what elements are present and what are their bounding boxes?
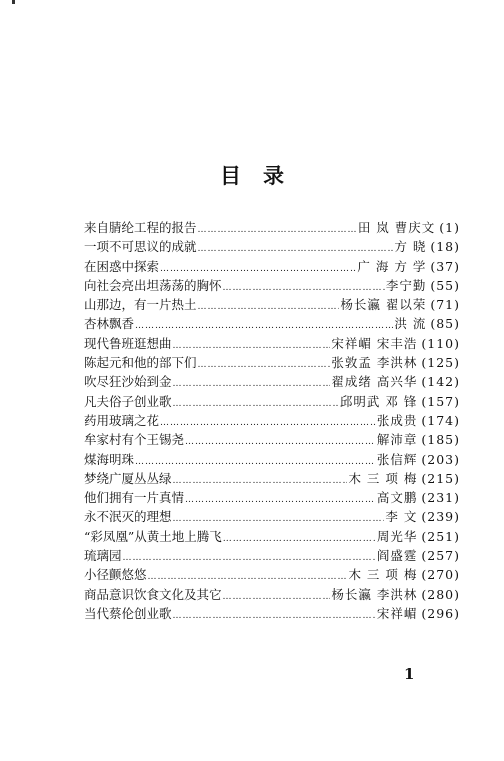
dot-leader: [135, 321, 393, 331]
entry-authors: 解沛章: [376, 432, 418, 448]
entry-page: (296): [421, 605, 460, 621]
toc-entry: [84, 527, 460, 546]
dot-leader: [173, 379, 331, 389]
entry-title: 凡夫俗子创业歌: [84, 393, 172, 409]
entry-title: 梦绕广厦丛丛绿: [84, 470, 172, 486]
entry-authors: 李 文: [385, 509, 418, 525]
entry-title: “彩凤凰”从黄土地上腾飞: [84, 528, 222, 544]
entry-title: 永不泯灭的理想: [84, 509, 172, 525]
entry-authors: 张成贵: [376, 412, 418, 428]
entry-page: (251): [421, 528, 460, 544]
entry-title: 陈起元和他的部下们: [84, 355, 197, 371]
entry-authors: 周光华: [376, 528, 418, 544]
entry-title: 小径颤悠悠: [84, 567, 147, 583]
entry-page: (174): [421, 412, 460, 428]
dot-leader: [223, 283, 385, 293]
dot-leader: [160, 418, 376, 428]
entry-title: 琉璃园: [84, 548, 122, 564]
dot-leader: [148, 572, 348, 582]
entry-title: 一项不可思议的成就: [84, 239, 197, 255]
entry-authors: 邱明武 邓 锋: [339, 393, 418, 409]
toc-entry: [84, 507, 460, 526]
entry-page: (55): [430, 277, 460, 293]
entry-authors: 宋祥嵋: [376, 605, 418, 621]
entry-title: 杏林飘香: [84, 316, 135, 332]
entry-authors: 张信辉: [376, 451, 418, 467]
dot-leader: [198, 360, 331, 370]
entry-authors: 广 海 方 学: [357, 258, 427, 274]
entry-title: 他们拥有一片真情: [84, 490, 185, 506]
entry-page: (1): [439, 220, 460, 235]
entry-title: 来自腈纶工程的报告: [84, 220, 197, 235]
entry-authors: 高文鹏: [376, 490, 418, 506]
entry-authors: 张敦孟 李洪林: [331, 355, 418, 371]
toc-entry: [84, 218, 460, 237]
toc-entry: [84, 276, 460, 295]
entry-title: 牟家村有个王锡尧: [84, 432, 185, 448]
toc-entry: [84, 372, 460, 391]
entry-authors: 方 晓: [394, 239, 427, 255]
toc-entry: [84, 353, 460, 372]
toc-entry: [84, 411, 460, 430]
entry-authors: 木 三 项 梅: [348, 567, 418, 583]
entry-title: 药用玻璃之花: [84, 412, 160, 428]
entry-authors: 杨长瀛 李洪林: [331, 586, 418, 602]
entry-page: (157): [421, 393, 460, 409]
toc-entry: [84, 585, 460, 604]
entry-authors: 翟成绪 高兴华: [331, 374, 418, 390]
entry-title: 商品意识饮食文化及其它: [84, 586, 222, 602]
entry-page: (37): [430, 258, 460, 274]
dot-leader: [123, 553, 376, 563]
toc-entry: [84, 237, 460, 256]
entry-page: (270): [421, 567, 460, 583]
dot-leader: [198, 225, 357, 235]
dot-leader: [198, 302, 340, 312]
entry-page: (110): [421, 335, 460, 351]
entry-authors: 杨长瀛 翟以荣: [340, 297, 427, 313]
entry-title: 向社会亮出坦荡荡的胸怀: [84, 277, 222, 293]
toc-entry: [84, 604, 460, 623]
entry-page: (257): [421, 548, 460, 564]
entry-page: (239): [421, 509, 460, 525]
entry-page: (18): [430, 239, 460, 255]
entry-page: (85): [430, 316, 460, 332]
entry-page: (215): [421, 470, 460, 486]
page-number: 1: [404, 665, 415, 683]
dot-leader: [173, 341, 331, 351]
entry-page: (185): [421, 432, 460, 448]
dot-leader: [223, 534, 376, 544]
dot-leader: [185, 437, 376, 447]
dot-leader: [135, 457, 376, 467]
entry-authors: 木 三 项 梅: [348, 470, 418, 486]
dot-leader: [173, 476, 348, 486]
toc-entry: [84, 450, 460, 469]
toc-entry: [84, 546, 460, 565]
toc-entry: [84, 257, 460, 276]
entry-page: (125): [421, 355, 460, 371]
toc-list: [84, 218, 460, 623]
dot-leader: [173, 399, 339, 409]
entry-page: (71): [430, 297, 460, 313]
toc-entry: [84, 565, 460, 584]
entry-authors: 阎盛霆: [376, 548, 418, 564]
entry-page: (142): [421, 374, 460, 390]
entry-page: (231): [421, 490, 460, 506]
entry-title: 当代蔡伦创业歌: [84, 605, 172, 621]
toc-entry: [84, 314, 460, 333]
toc-entry: [84, 392, 460, 411]
toc-entry: [84, 334, 460, 353]
dot-leader: [173, 611, 376, 621]
entry-page: (280): [421, 586, 460, 602]
entry-title: 煤海明珠: [84, 451, 135, 467]
dot-leader: [173, 514, 385, 524]
toc-entry: [84, 469, 460, 488]
entry-title: 山那边，有一片热土: [84, 297, 197, 313]
entry-title: 在困惑中探索: [84, 258, 160, 274]
dot-leader: [185, 495, 376, 505]
entry-authors: 田 岚 曹庆文: [357, 220, 436, 235]
dot-leader: [198, 244, 394, 254]
entry-authors: 洪 流: [394, 316, 427, 332]
dot-leader: [223, 592, 331, 602]
toc-heading: 目录: [220, 163, 306, 188]
entry-page: (203): [421, 451, 460, 467]
toc-entry: [84, 430, 460, 449]
entry-authors: 李宁勤: [385, 277, 427, 293]
scan-mark: [12, 0, 15, 4]
entry-title: 吹尽狂沙始到金: [84, 374, 172, 390]
toc-entry: [84, 295, 460, 314]
dot-leader: [160, 264, 356, 274]
toc-entry: [84, 488, 460, 507]
entry-title: 现代鲁班逛想曲: [84, 335, 172, 351]
entry-authors: 宋祥嵋 宋丰浩: [331, 335, 418, 351]
